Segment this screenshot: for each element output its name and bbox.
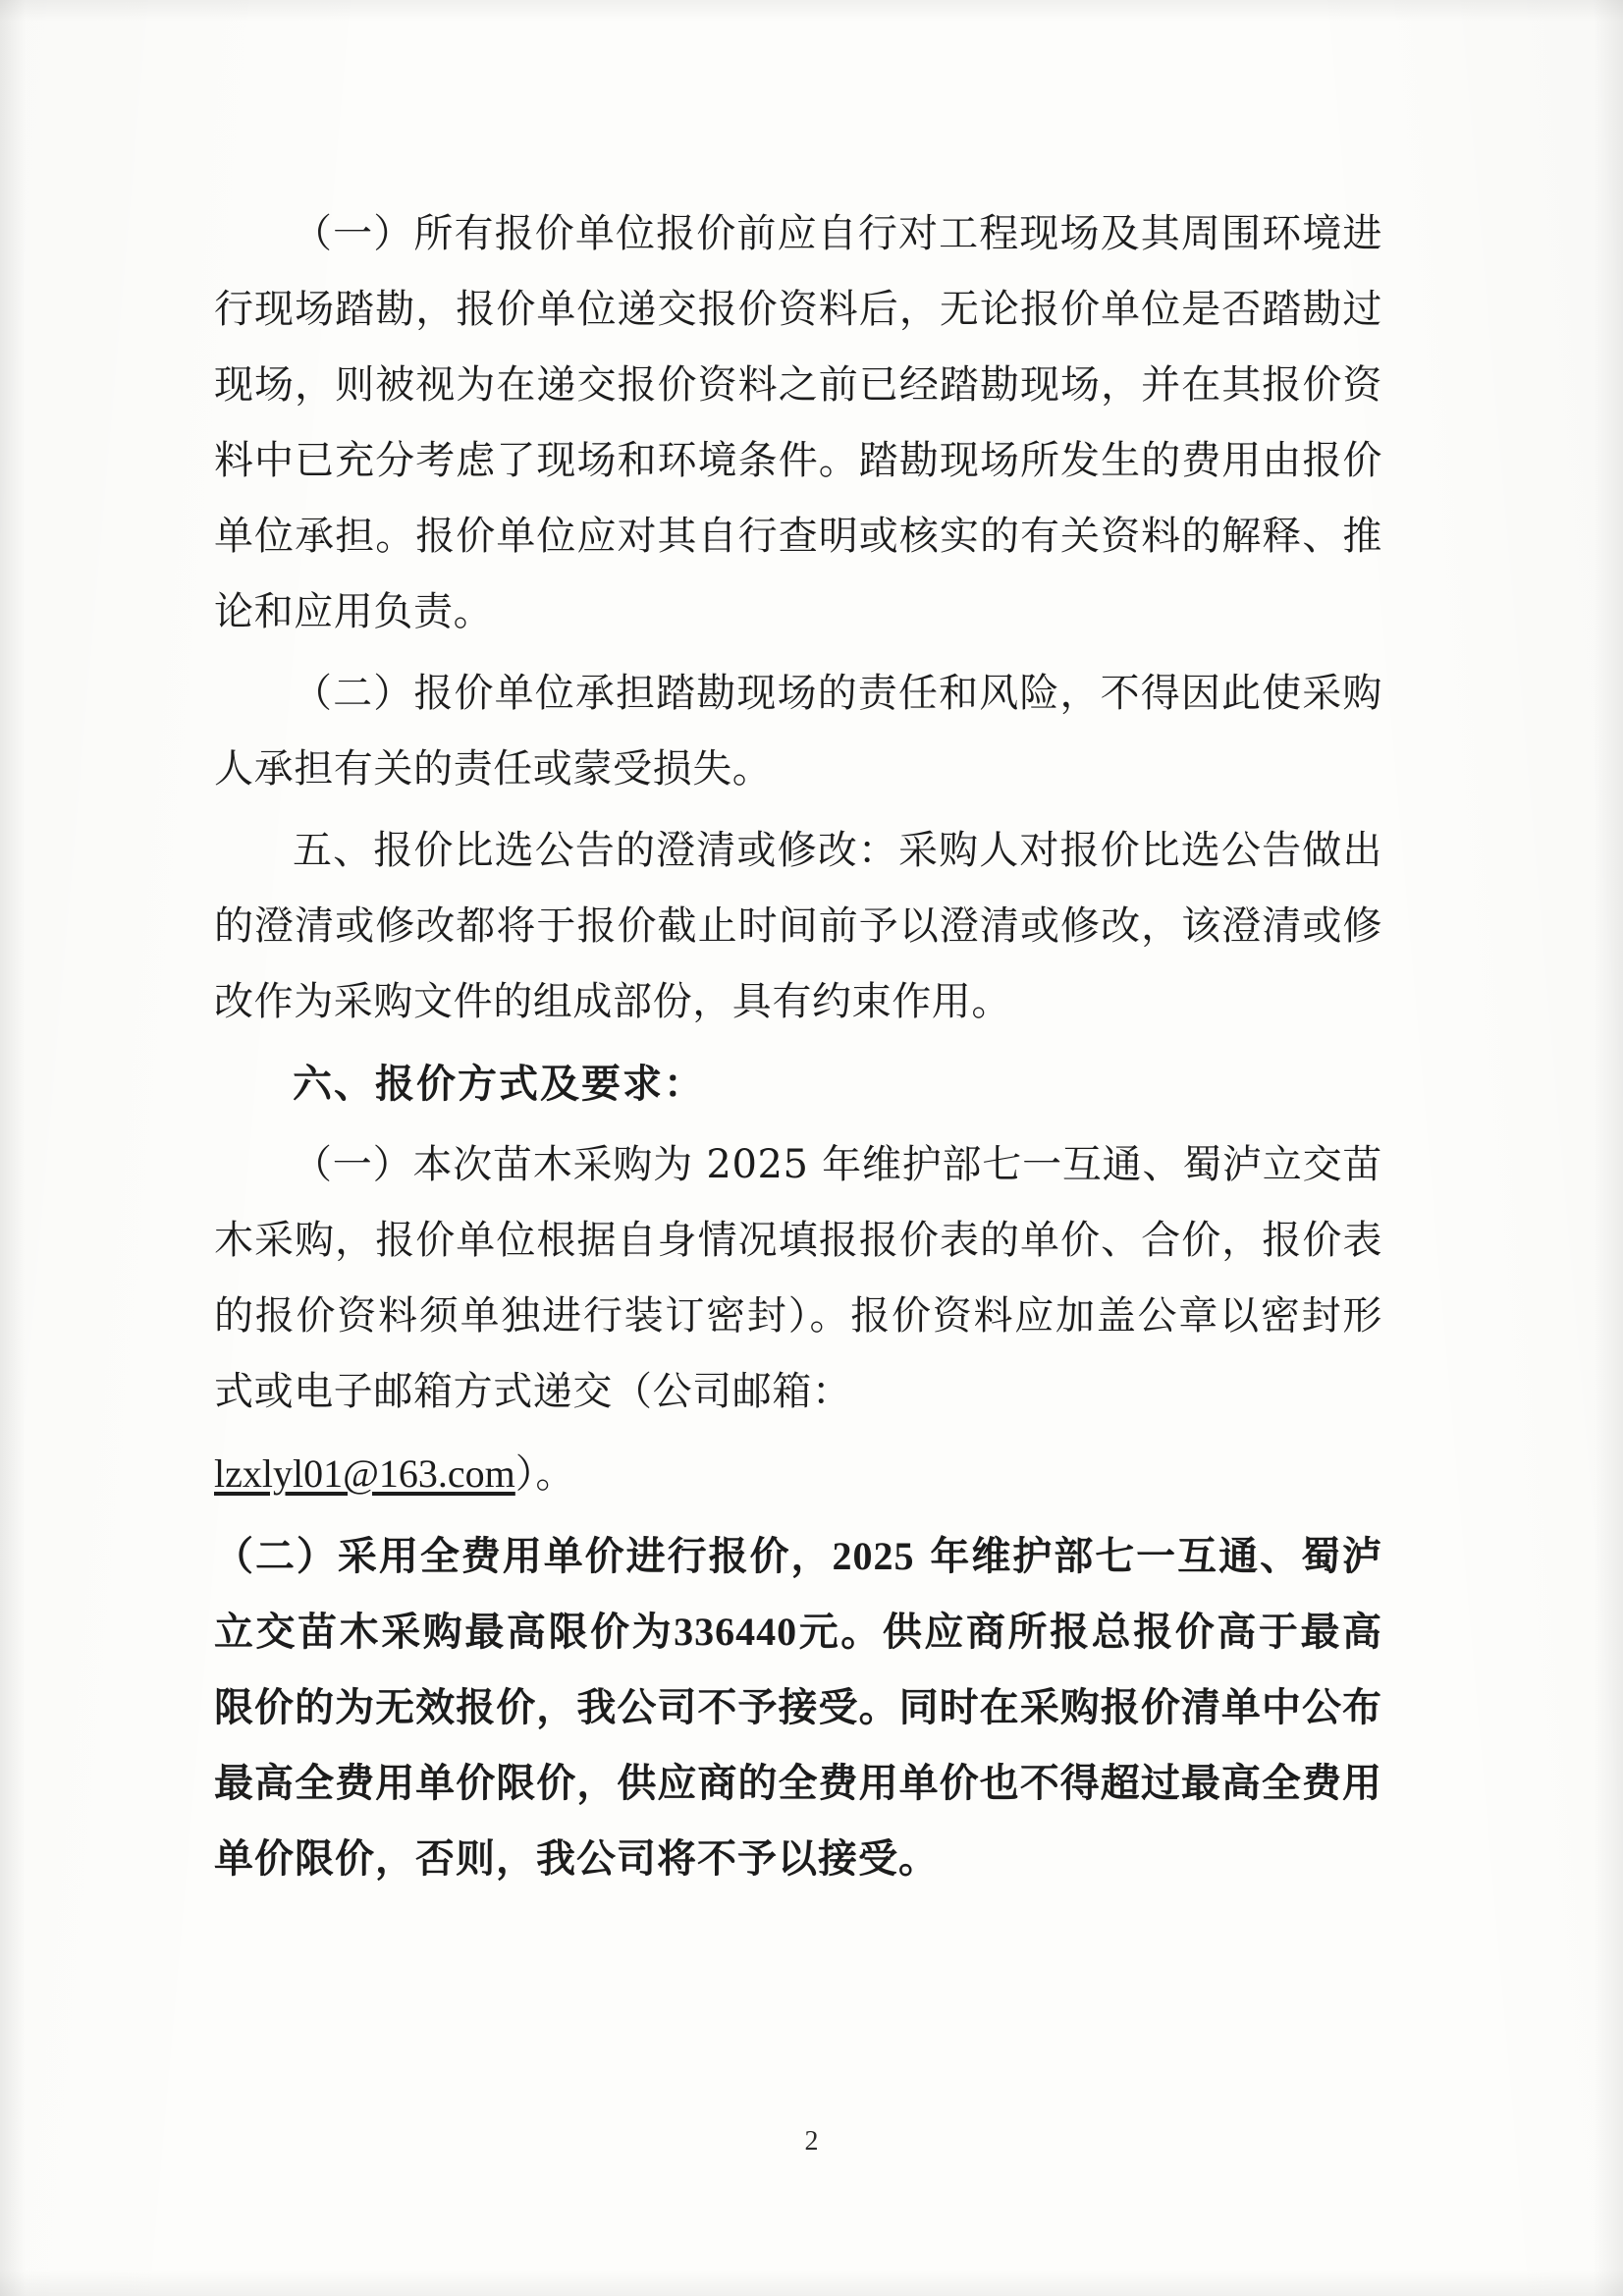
price-year: 2025	[832, 1534, 915, 1578]
page-number: 2	[804, 2126, 819, 2157]
heading-quotation-method: 六、报价方式及要求：	[293, 1061, 705, 1107]
page-edge-shadow-right	[1594, 0, 1623, 2296]
paragraph-site-survey-2: （二）报价单位承担踏勘现场的责任和风险，不得因此使采购人承担有关的责任或蒙受损失。	[214, 671, 1382, 792]
email-paragraph-tail: ）。	[514, 1451, 575, 1497]
paragraph-email-line	[214, 1436, 1382, 1512]
page-edge-shadow-left	[0, 0, 26, 2296]
email-address[interactable]: lzxlyl01@163.com	[214, 1451, 515, 1496]
page-edge-shadow-bottom	[0, 2270, 1623, 2296]
price-paragraph-part1: （二）采用全费用单价进行报价，	[214, 1533, 833, 1579]
paragraph-price-limit	[214, 1518, 1382, 1896]
email-paragraph-lead: （一）本次苗木采购为 2025 年维护部七一互通、蜀泸立交苗木采购，报价单位根据自身情况填报报价表的单价、合价，报价表的报价资料须单独进行装订密封）。报价资料应加盖公章以密封形式或电子邮箱方式递交（公司邮箱：	[214, 1142, 1382, 1414]
document-text-body	[214, 196, 1382, 1902]
paragraph-clarification: 五、报价比选公告的澄清或修改：采购人对报价比选公告做出的澄清或修改都将于报价截止时间前予以澄清或修改，该澄清或修改作为采购文件的组成部份，具有约束作用。	[214, 828, 1382, 1024]
page-edge-shadow-top	[0, 0, 1623, 22]
paragraph-email-submission	[214, 1127, 1382, 1430]
paragraph-site-survey-1: （一）所有报价单位报价前应自行对工程现场及其周围环境进行现场踏勘，报价单位递交报价资料后，无论报价单位是否踏勘过现场，则被视为在递交报价资料之前已经踏勘现场，并在其报价资料中已充分考虑了现场和环境条件。踏勘现场所发生的费用由报价单位承担。报价单位应对其自行查明或核实的有关资料的解释、推论和应用负责。	[214, 211, 1382, 634]
price-paragraph-part3: 元。供应商所报总报价高于最高限价的为无效报价，我公司不予接受。同时在采购报价清单中公布最高全费用单价限价，供应商的全费用单价也不得超过最高全费用单价限价，否则，我公司将不予以接受。	[214, 1609, 1383, 1882]
price-paragraph-part2: 年维护部七一互通、蜀泸立交苗木采购最高限价为	[214, 1533, 1382, 1655]
price-max-amount: 336440	[674, 1610, 798, 1654]
